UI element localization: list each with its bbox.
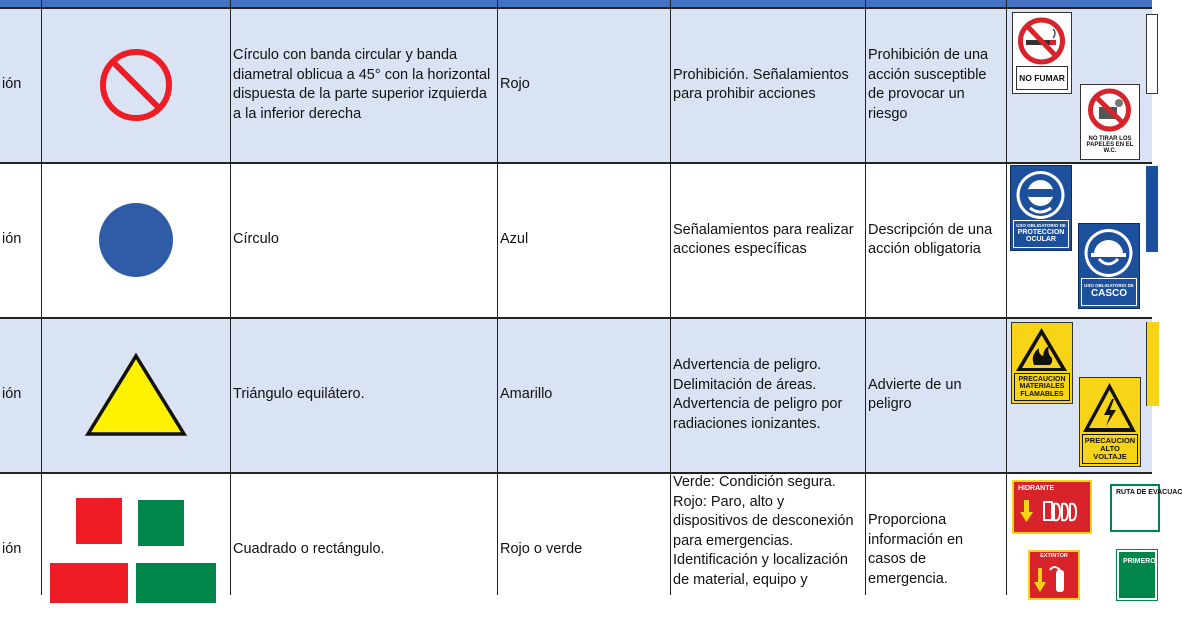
column-divider	[670, 0, 671, 595]
table-row	[0, 318, 1152, 472]
sign-label: PRECAUCION MATERIALES FLAMABLES	[1014, 373, 1070, 401]
row-divider	[0, 317, 1152, 319]
indication-cell: Descripción de una acción obligatoria	[868, 221, 993, 257]
row-divider	[0, 7, 1152, 9]
shape-cell	[42, 473, 230, 595]
color-cell: Amarillo	[500, 386, 553, 403]
column-divider	[865, 0, 866, 595]
partial-sign-icon	[1146, 166, 1158, 252]
column-divider	[230, 0, 231, 595]
sign-label: USO OBLIGATORIO DE CASCO	[1081, 278, 1137, 306]
no-littering-sign-icon	[1080, 84, 1140, 160]
sign-label: EXTINTOR	[1040, 553, 1068, 559]
sign-label: HIDRANTE	[1018, 485, 1055, 492]
meaning-cell: Señalamientos para realizar acciones específicas	[673, 221, 854, 257]
extinguisher-sign-icon	[1028, 550, 1080, 600]
color-cell: Azul	[500, 231, 529, 248]
meaning-cell: Advertencia de peligro. Delimitación de áreas. Advertencia de peligro por radiaciones ionizantes.	[673, 357, 843, 432]
partial-sign-icon	[1146, 322, 1159, 406]
row-divider	[0, 162, 1152, 164]
no-smoking-sign-icon	[1012, 12, 1072, 94]
prohibition-circle-icon	[98, 47, 174, 123]
sign-label: PRECAUCION ALTO VOLTAJE	[1082, 434, 1138, 464]
table-row	[0, 473, 1152, 595]
shape-cell	[42, 318, 230, 472]
meaning-cell: Prohibición. Señalamientos para prohibir acciones	[673, 66, 849, 102]
shape-description-cell: Círculo con banda circular y banda diametral oblicua a 45° con la horizontal dispuesta de la parte superior izquierda a la inferior derecha	[233, 47, 491, 122]
high-voltage-warning-sign-icon	[1079, 377, 1141, 467]
shape-cell	[42, 8, 230, 162]
partial-sign-icon	[1146, 14, 1158, 94]
column-divider	[497, 0, 498, 595]
category-cell: ión	[2, 231, 22, 248]
indication-cell: Proporciona información en casos de emergencia.	[868, 512, 964, 587]
table-row	[0, 163, 1152, 317]
category-cell: ión	[2, 76, 22, 93]
blue-circle-icon	[97, 201, 175, 279]
sign-label: USO OBLIGATORIO DE PROTECCION OCULAR	[1013, 220, 1069, 248]
column-divider	[41, 0, 42, 595]
table-row	[0, 8, 1152, 162]
row-divider	[0, 472, 1152, 474]
indication-cell: Advierte de un peligro	[868, 376, 962, 412]
sign-label: NO TIRAR LOS PAPELES EN EL W.C.	[1086, 135, 1134, 155]
category-cell: ión	[2, 386, 22, 403]
sign-label: PRIMERO	[1123, 558, 1156, 565]
table-header-bar	[0, 0, 1152, 7]
category-cell: ión	[2, 541, 22, 558]
shape-description-cell: Triángulo equilátero.	[233, 386, 365, 403]
column-divider	[1006, 0, 1007, 595]
evacuation-route-sign-icon	[1110, 484, 1182, 532]
helmet-sign-icon	[1078, 223, 1140, 309]
hydrant-sign-icon	[1012, 480, 1092, 534]
shape-description-cell: Círculo	[233, 231, 279, 248]
eye-protection-sign-icon	[1010, 165, 1072, 251]
color-cell: Rojo	[500, 76, 530, 93]
color-cell: Rojo o verde	[500, 541, 583, 558]
yellow-triangle-icon	[84, 352, 188, 438]
flammable-warning-sign-icon	[1011, 322, 1073, 404]
meaning-cell: Verde: Condición segura. Rojo: Paro, alto y dispositivos de desconexión para emergencias. Identificación y localización de material, equipo y	[673, 474, 854, 588]
squares-rectangles-icon	[42, 473, 230, 595]
sign-label: NO FUMAR	[1016, 66, 1068, 90]
indication-cell: Prohibición de una acción susceptible de provocar un riesgo	[868, 47, 989, 122]
sign-label: RUTA DE EVACUAC	[1116, 489, 1182, 496]
shape-description-cell: Cuadrado o rectángulo.	[233, 541, 385, 558]
shape-cell	[42, 163, 230, 317]
first-aid-sign-icon	[1117, 550, 1157, 600]
